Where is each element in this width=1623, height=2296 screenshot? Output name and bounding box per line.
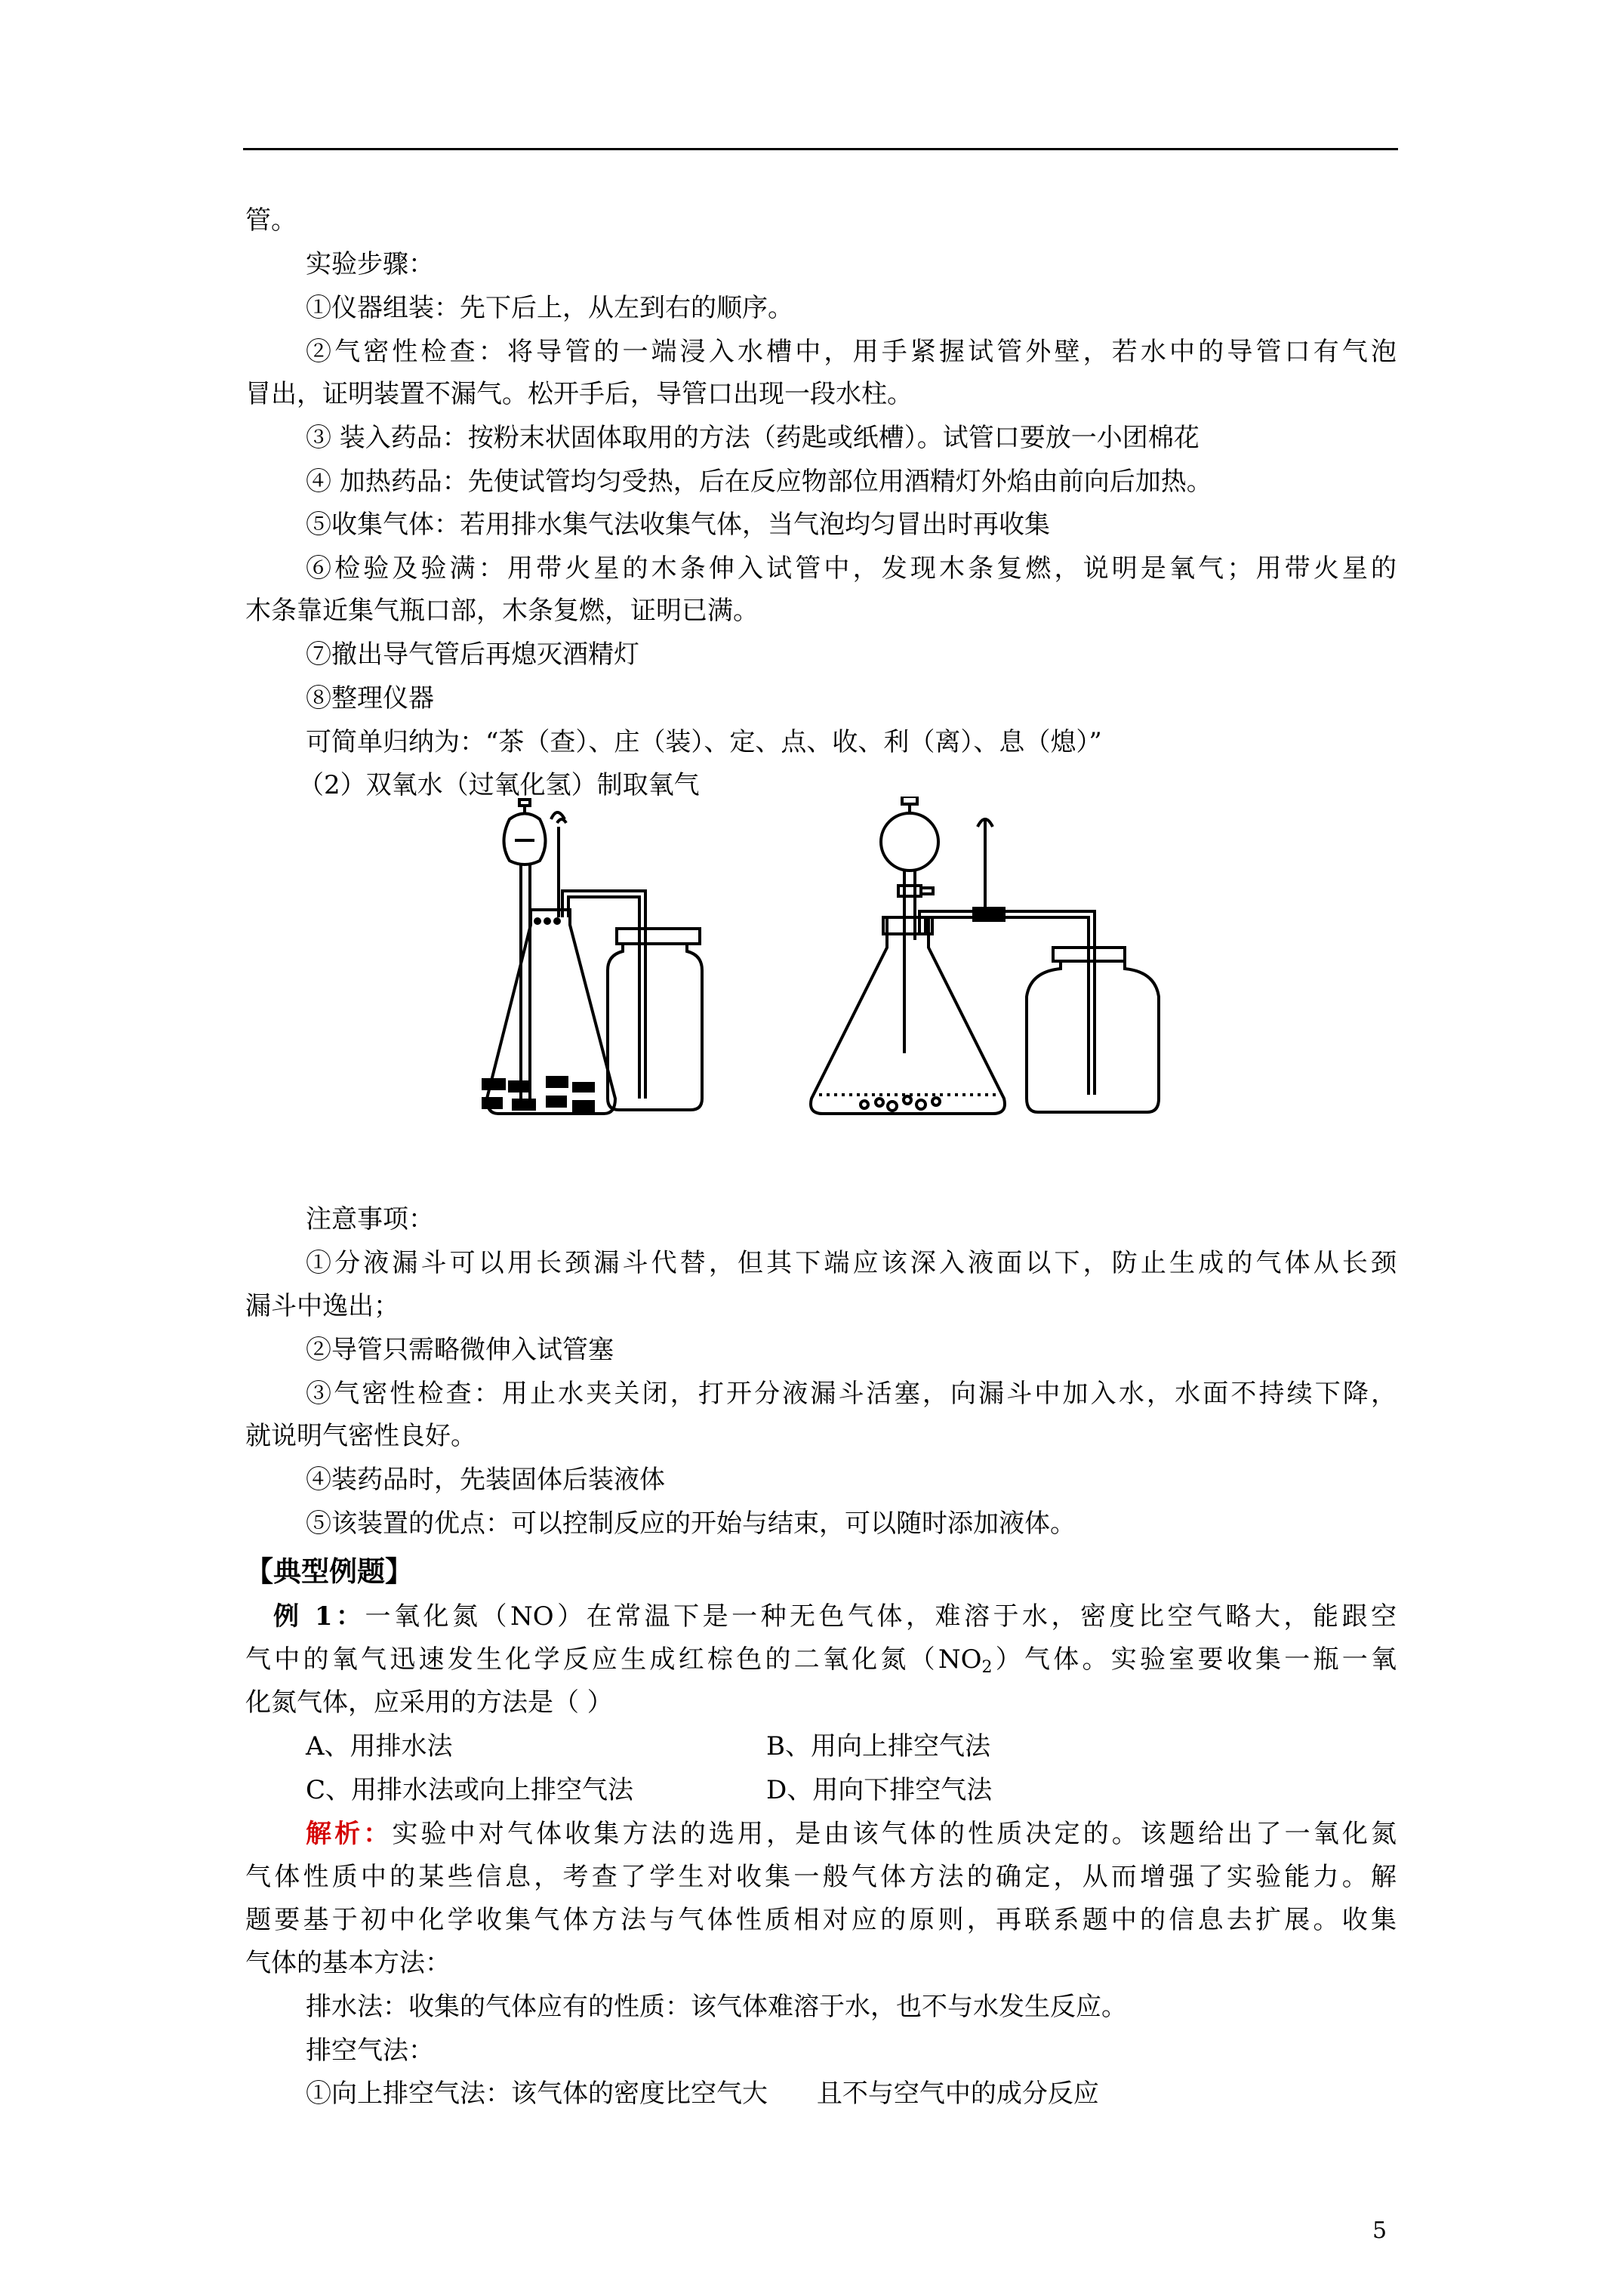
analysis-line: [306, 1817, 1397, 1851]
section-heading: 【典型例题】: [245, 1555, 413, 1588]
text-line: 注意事项：: [306, 1204, 434, 1234]
example-line: [273, 1600, 1397, 1633]
example-text: ）气体。实验室要收集一瓶一氧: [992, 1644, 1397, 1675]
text-line: 漏斗中逸出；: [245, 1291, 399, 1321]
analysis-line: 排水法：收集的气体应有的性质：该气体难溶于水，也不与水发生反应。: [306, 1992, 1127, 2022]
example-line: 化氮气体，应采用的方法是（ ）: [245, 1687, 613, 1718]
analysis-line: 排空气法：: [306, 2036, 434, 2066]
text-line: ⑤该装置的优点：可以控制反应的开始与结束，可以随时添加液体。: [306, 1509, 1076, 1539]
text-line: ③气密性检查：用止水夹关闭，打开分液漏斗活塞，向漏斗中加入水，水面不持续下降，: [306, 1379, 1397, 1409]
text-line: ⑥检验及验满：用带火星的木条伸入试管中，发现木条复燃，说明是氧气；用带火星的: [306, 553, 1397, 584]
analysis-label: 解析：: [306, 1819, 393, 1849]
right-apparatus: [811, 797, 1159, 1114]
apparatus-figure: [468, 797, 1261, 1159]
text-line: 实验步骤：: [306, 249, 434, 279]
text-line: ⑤收集气体：若用排水集气法收集气体，当气泡均匀冒出时再收集: [306, 510, 1050, 540]
text-line: ①仪器组装：先下后上，从左到右的顺序。: [306, 293, 793, 323]
text-line: ②导管只需略微伸入试管塞: [306, 1335, 614, 1365]
analysis-line: 气体性质中的某些信息，考查了学生对收集一般气体方法的确定，从而增强了实验能力。解: [245, 1862, 1397, 1892]
text-line: 可简单归纳为：“茶（查）、庄（装）、定、点、收、利（离）、息（熄）”: [306, 727, 1102, 757]
option-a: A、用排水法: [306, 1731, 453, 1761]
option-c: C、用排水法或向上排空气法: [306, 1775, 634, 1805]
analysis-line: 气体的基本方法：: [245, 1948, 451, 1978]
analysis-line: 题要基于初中化学收集气体方法与气体性质相对应的原则，再联系题中的信息去扩展。收集: [245, 1905, 1397, 1935]
example-line: [245, 1643, 1397, 1684]
analysis-text: 实验中对气体收集方法的选用，是由该气体的性质决定的。该题给出了一氧化氮: [392, 1819, 1397, 1849]
text-line: ④ 加热药品：先使试管均匀受热，后在反应物部位用酒精灯外焰由前向后加热。: [306, 467, 1212, 497]
text-line: ⑦撤出导气管后再熄灭酒精灯: [306, 639, 639, 670]
options-row: [306, 1774, 1363, 1807]
example-label: 例 1：: [273, 1601, 365, 1632]
text-line: 就说明气密性良好。: [245, 1421, 476, 1451]
options-row: [306, 1730, 1363, 1763]
text-line: ⑧整理仪器: [306, 683, 434, 713]
option-d: D、用向下排空气法: [766, 1775, 993, 1805]
section-title: （2）双氧水（过氧化氢）制取氧气: [298, 770, 700, 800]
left-apparatus: [483, 800, 702, 1114]
analysis-line: ①向上排空气法：该气体的密度比空气大 且不与空气中的成分反应: [306, 2079, 1099, 2109]
text-line: ②气密性检查：将导管的一端浸入水槽中，用手紧握试管外壁，若水中的导管口有气泡: [306, 337, 1397, 367]
text-line: ①分液漏斗可以用长颈漏斗代替，但其下端应该深入液面以下，防止生成的气体从长颈: [306, 1248, 1397, 1278]
example-text: 一氧化氮（NO）在常温下是一种无色气体，难溶于水，密度比空气略大，能跟空: [365, 1601, 1397, 1632]
header-rule: [243, 148, 1398, 150]
text-line: 木条靠近集气瓶口部，木条复燃，证明已满。: [245, 596, 759, 626]
text-line: ④装药品时，先装固体后装液体: [306, 1465, 665, 1495]
page-number: 5: [1372, 2217, 1387, 2244]
example-text: 气中的氧气迅速发生化学反应生成红棕色的二氧化氮（NO: [245, 1644, 982, 1675]
text-line: 冒出，证明装置不漏气。松开手后，导管口出现一段水柱。: [245, 379, 913, 409]
text-line: 管。: [245, 205, 297, 236]
option-b: B、用向上排空气法: [766, 1731, 990, 1761]
text-line: ③ 装入药品：按粉末状固体取用的方法（药匙或纸槽）。试管口要放一小团棉花: [306, 423, 1200, 453]
subscript: 2: [981, 1658, 993, 1677]
